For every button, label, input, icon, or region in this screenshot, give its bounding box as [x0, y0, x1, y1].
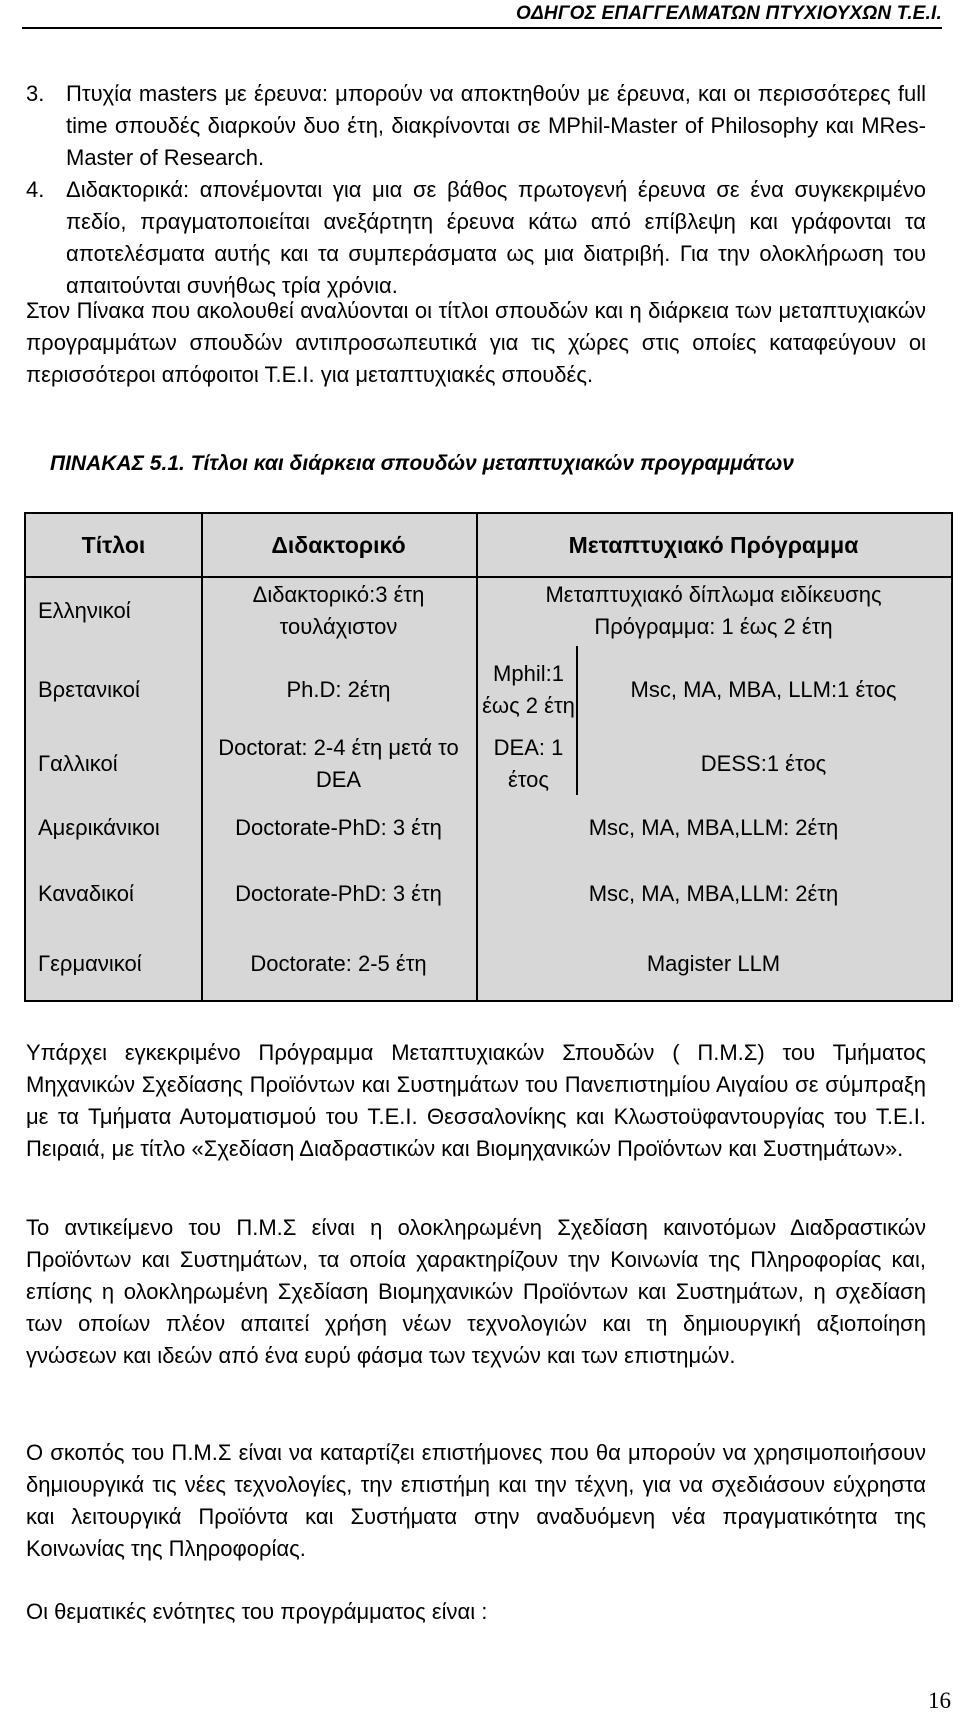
table-cell-country: Γαλλικοί — [38, 751, 118, 776]
paragraph: Οι θεματικές ενότητες του προγράμματος είναι : — [26, 1599, 488, 1624]
table-cell-masters: Magister LLM — [646, 950, 781, 976]
table-grid-line — [476, 514, 478, 1000]
table-caption: ΠΙΝΑΚΑΣ 5.1. Τίτλοι και διάρκεια σπουδών μεταπτυχιακών προγραμμάτων — [50, 452, 794, 475]
list-text: Διδακτορικά: απονέμονται για μια σε βάθος πρωτογενή έρευνα σε ένα συγκεκριμένο πεδίο, πραγματοποιείται ανεξάρτητη έρευνα κάτω από επίβλεψη και γράφονται τα αποτελέσματα αυτής και τα συμπεράσματα ως μια διατριβή. Για την ολοκλήρωση του απαιτούνται συνήθως τρία χρόνια. — [66, 177, 926, 298]
table-cell-country: Αμερικάνικοι — [38, 815, 160, 840]
titles-table — [24, 512, 953, 1002]
table-cell-doctorate: Doctorate-PhD: 3 έτη — [235, 815, 442, 840]
table-cell-doctorate: Διδακτορικό:3 έτη τουλάχιστον — [252, 582, 425, 639]
table-header-cell: Διδακτορικό — [271, 532, 406, 558]
list-number: 4. — [26, 177, 45, 202]
page-number: 16 — [928, 1688, 951, 1713]
table-header-cell: Μεταπτυχιακό Πρόγραμμα — [568, 532, 859, 558]
table-cell-country: Γερμανικοί — [38, 950, 142, 976]
paragraph: Ο σκοπός του Π.Μ.Σ είναι να καταρτίζει επιστήμονες που θα μπορούν να χρησιμοποιήσουν δημιουργικά τις νέες τεχνολογίες, την επιστήμη και την τέχνη, για να σχεδιάσουν εύχρηστα και λειτουργικά Προϊόντα και Συστήματα στην αναδυόμενη νέα πραγματικότητα της Κοινωνίας της Πληροφορίας. — [26, 1440, 926, 1561]
header-rule — [22, 27, 942, 29]
table-cell-doctorate: Doctorate: 2-5 έτη — [250, 950, 427, 976]
list-item — [26, 78, 926, 174]
table-header-cell: Τίτλοι — [81, 532, 146, 558]
list-number: 3. — [26, 81, 45, 106]
table-grid-line — [26, 576, 951, 578]
table-cell-masters: Msc, MA, MBA,LLM: 2έτη — [588, 815, 839, 840]
table-grid-line — [201, 514, 203, 1000]
list-text: Πτυχία masters με έρευνα: μπορούν να αποκτηθούν με έρευνα, και οι περισσότερες full time σπουδές διαρκούν δυο έτη, διακρίνονται σε MPhil-Master of Philosophy και MRes-Master of Research. — [66, 81, 926, 170]
table-cell-masters-research: Mphil:1 έως 2 έτη — [482, 660, 575, 718]
table-grid-line — [576, 646, 578, 795]
table-cell-country: Ελληνικοί — [38, 598, 131, 623]
table-cell-country: Καναδικοί — [38, 881, 134, 906]
intro-paragraph: Στον Πίνακα που ακολουθεί αναλύονται οι τίτλοι σπουδών και η διάρκεια των μεταπτυχιακών προγραμμάτων σπουδών αντιπροσωπευτικά για τις χώρες στις οποίες καταφεύγουν οι περισσότεροι απόφοιτοι Τ.Ε.Ι. για μεταπτυχιακές σπουδές. — [26, 298, 926, 387]
table-cell-doctorate: Ph.D: 2έτη — [286, 676, 391, 702]
list-item — [26, 174, 926, 302]
table-cell-doctorate: Doctorate-PhD: 3 έτη — [235, 881, 442, 906]
running-header: ΟΔΗΓΟΣ ΕΠΑΓΓΕΛΜΑΤΩΝ ΠΤΥΧΙΟΥΧΩΝ Τ.Ε.Ι. — [515, 3, 942, 24]
table-cell-masters-taught: Msc, MA, MBA, LLM:1 έτος — [630, 676, 897, 702]
paragraph: Υπάρχει εγκεκριμένο Πρόγραμμα Μεταπτυχιακών Σπουδών ( Π.Μ.Σ) του Τμήματος Μηχανικών Σχεδίασης Προϊόντων και Συστημάτων του Πανεπιστημίου Αιγαίου σε σύμπραξη με τα Τμήματα Αυτοματισμού του Τ.Ε.Ι. Θεσσαλονίκης και Κλωστοϋφαντουργίας του Τ.Ε.Ι. Πειραιά, με τίτλο «Σχεδίαση Διαδραστικών και Βιομηχανικών Προϊόντων και Συστημάτων». — [26, 1040, 926, 1161]
table-cell-masters: Μεταπτυχιακό δίπλωμα ειδίκευσης Πρόγραμμα: 1 έως 2 έτη — [545, 582, 882, 639]
table-cell-country: Βρετανικοί — [38, 676, 140, 702]
paragraph: Το αντικείμενο του Π.Μ.Σ είναι η ολοκληρωμένη Σχεδίαση καινοτόμων Διαδραστικών Προϊόντων και Συστημάτων, τα οποία χαρακτηρίζουν την Κοινωνία της Πληροφορίας και, επίσης η ολοκληρωμένη Σχεδίαση Βιομηχανικών Προϊόντων και Συστημάτων, η σχεδίαση των οποίων πλέον απαιτεί χρήση νέων τεχνολογιών και τη δημιουργική αξιοποίηση γνώσεων και ιδεών από ένα ευρύ φάσμα των τεχνών και των επιστημών. — [26, 1215, 926, 1368]
table-cell-masters: Msc, MA, MBA,LLM: 2έτη — [588, 881, 839, 906]
table-cell-doctorate: Doctorat: 2-4 έτη μετά το DEA — [218, 735, 459, 792]
table-cell-masters-research: DEA: 1 έτος — [493, 735, 564, 792]
numbered-list — [26, 78, 926, 302]
table-cell-masters-taught: DESS:1 έτος — [700, 751, 827, 776]
